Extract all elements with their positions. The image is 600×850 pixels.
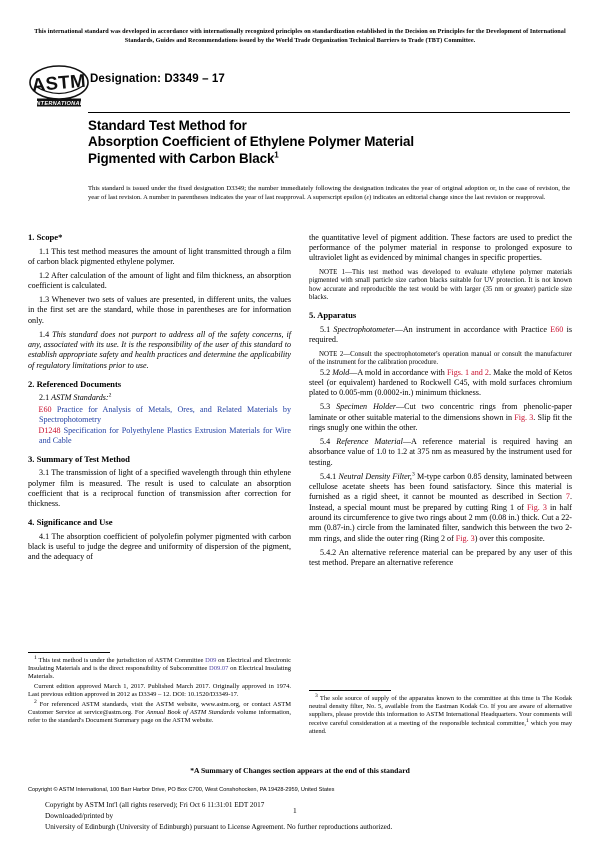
designation-label: Designation: D3349 – 17 bbox=[90, 73, 225, 85]
footnotes-left bbox=[28, 652, 291, 726]
section-heading-apparatus: 5. Apparatus bbox=[309, 310, 357, 321]
title-line-3: Pigmented with Carbon Black$^1$ bbox=[88, 150, 279, 166]
footnote-2: $^2$ For referenced ASTM standards, visit the ASTM website, www.astm.org, or contact ASTM Customer Service at service@astm.org. For Annual Book of ASTM Standards volume information, refer to the standard's Document Summary page on the ASTM website. bbox=[28, 698, 292, 725]
paragraph-5-1: 5.1 Spectrophotometer—An instrument in accordance with Practice E60 is required. bbox=[309, 324, 572, 345]
svg-text:INTERNATIONAL: INTERNATIONAL bbox=[34, 101, 84, 107]
wto-banner: This international standard was developed in accordance with internationally recognized principles on standardization established in the Decision on Principles for the Development of International Standards, Guides and Recommendations issued by the World Trade Organization Technical Barriers to Trade (TBT) Committee. bbox=[34, 28, 566, 44]
footnote-3: $^3$ The sole source of supply of the apparatus known to the committee at this time is The Kodak neutral density filter, No. 5, available from the Eastman Kodak Co. If you are aware of alternative suppliers, please provide this information to ASTM International Headquarters. Your comments will receive careful consideration at a meeting of the responsible technical committee,$^1$ which you may attend. bbox=[309, 692, 572, 735]
link-fig-3-ring2[interactable]: Fig. 3 bbox=[455, 533, 475, 543]
paragraph-1-2: 1.2 After calculation of the amount of light and film thickness, an absorption coefficient is calculated. bbox=[28, 270, 291, 291]
paragraph-1-1: 1.1 This test method measures the amount of light transmitted through a film of carbon black pigmented ethylene polymer. bbox=[28, 246, 291, 266]
section-heading-referenced-documents: 2. Referenced Documents bbox=[28, 378, 122, 389]
link-d0907[interactable]: D09.07 bbox=[209, 664, 229, 672]
link-e60[interactable]: E60 bbox=[38, 404, 52, 414]
summary-of-changes-note: *A Summary of Changes section appears at the end of this standard bbox=[190, 766, 410, 775]
reference-item-e60[interactable]: E60 Practice for Analysis of Metals, Ores, and Related Materials by Spectrophotometry bbox=[38, 404, 291, 425]
footnote-rule-left bbox=[28, 652, 110, 653]
link-figs-1-and-2[interactable]: Figs. 1 and 2 bbox=[446, 367, 489, 377]
header-logo-row bbox=[28, 64, 568, 108]
svg-text:ASTM: ASTM bbox=[30, 69, 87, 96]
paragraph-2-1: 2.1 ASTM Standards:$^2$ bbox=[39, 392, 112, 403]
section-heading-scope: 1. Scope* bbox=[28, 232, 63, 242]
license-line-3: University of Edinburgh (University of Edinburgh) pursuant to License Agreement. No further reproductions authorized. bbox=[45, 823, 393, 832]
footnotes-right bbox=[309, 690, 572, 736]
link-e60-practice[interactable]: E60 bbox=[550, 324, 564, 334]
paragraph-5-4-2: 5.4.2 An alternative reference material can be prepared by any user of this test method. Prepare an alternative reference bbox=[309, 547, 572, 567]
right-column bbox=[309, 232, 572, 568]
license-line-1: Copyright by ASTM Int'l (all rights reserved); Fri Oct 6 11:31:01 EDT 2017 bbox=[45, 801, 265, 809]
paragraph-4-1-continued: the quantitative level of pigment addition. These factors are used to predict the performance of the polymer material in response to prolonged exposure to ultraviolet light as evidenced by minimal changes in specific properties. bbox=[309, 232, 572, 263]
title-line-2: Absorption Coefficient of Ethylene Polymer Material bbox=[88, 134, 414, 150]
note-2: NOTE 2—Consult the spectrophotometer's operation manual or consult the manufacturer of the instrument for the calibration procedure. bbox=[309, 350, 572, 367]
link-fig-3[interactable]: Fig. 3 bbox=[514, 412, 534, 422]
reference-item-d1248[interactable]: D1248 Specification for Polyethylene Plastics Extrusion Materials for Wire and Cable bbox=[38, 425, 291, 445]
title-footnote-marker: 1 bbox=[274, 150, 279, 160]
page-number: 1 bbox=[293, 806, 297, 815]
section-heading-summary: 3. Summary of Test Method bbox=[28, 453, 130, 464]
paragraph-1-4: 1.4 This standard does not purport to address all of the safety concerns, if any, associated with its use. It is the responsibility of the user of this standard to establish appropriate safety and health practices and determine the applicability of regulatory limitations prior to use. bbox=[28, 329, 291, 370]
note-1: NOTE 1—This test method was developed to evaluate ethylene polymer materials pigmented with small particle size carbon blacks suitable for UV protection. It is not known how accurate and reproducible the test would be with larger (35 nm or greater) particle size blacks. bbox=[309, 268, 572, 302]
license-line-2: Downloaded/printed by bbox=[45, 812, 114, 821]
left-column bbox=[28, 232, 291, 563]
link-section-7[interactable]: 7 bbox=[565, 492, 570, 502]
footnote-rule-right bbox=[309, 690, 391, 691]
title-line-1: Standard Test Method for bbox=[88, 118, 247, 133]
paragraph-3-1: 3.1 The transmission of light of a specified wavelength through thin ethylene polymer film is measured. The result is used to calculate an absorption coefficient that is a reciprocal function of transmission after correction for thickness. bbox=[28, 468, 291, 509]
astm-logo-icon bbox=[28, 64, 90, 108]
paragraph-5-4: 5.4 Reference Material—A reference material is required having an absorbance value of 1.0 to 1.2 at 375 nm as measured by the instrument used for testing. bbox=[309, 437, 572, 467]
paragraph-4-1: 4.1 The absorption coefficient of polyolefin polymer pigmented with carbon black is useful to judge the degree and uniformity of dispersion of the pigment, and the adequacy of bbox=[28, 531, 291, 562]
paragraph-5-3: 5.3 Specimen Holder—Cut two concentric rings from phenolic-paper laminate or other suitable material to the dimensions shown in Fig. 3. Slip fit the rings snugly one within the other. bbox=[309, 402, 572, 433]
page-title bbox=[88, 118, 570, 167]
footnote-1: $^1$ This test method is under the jurisdiction of ASTM Committee D09 on Electrical and Electronic Insulating Materials and is the direct responsibility of Subcommittee D09.07 on Electrical Insulating Materials. bbox=[28, 654, 291, 681]
epsilon-symbol: ε bbox=[366, 194, 370, 202]
title-rule bbox=[88, 112, 570, 113]
section-heading-significance: 4. Significance and Use bbox=[28, 517, 113, 528]
link-d09[interactable]: D09 bbox=[205, 656, 217, 664]
copyright-line: Copyright © ASTM International, 100 Barr Harbor Drive, PO Box C700, West Conshohocken, PA 19428-2959, United States bbox=[28, 787, 335, 793]
link-d1248[interactable]: D1248 bbox=[38, 425, 61, 435]
paragraph-1-3: 1.3 Whenever two sets of values are presented, in different units, the values in the first set are the standard, while those in parentheses are for information only. bbox=[28, 295, 291, 325]
issued-under-note: This standard is issued under the fixed designation D3349; the number immediately following the designation indicates the year of original adoption or, in the case of revision, the year of last revision. A number in parentheses indicates the year of last reapproval. A superscript epsilon (ε) indicates an editorial change since the last revision or reapproval. bbox=[88, 185, 570, 202]
footnote-1-edition: Current edition approved March 1, 2017. Published March 2017. Originally approved in 1974. Last previous edition approved in 2012 as D3349 – 12. DOI: 10.1520/D3349-17. bbox=[28, 682, 291, 699]
paragraph-5-4-1: 5.4.1 Neutral Density Filter,$^3$ M-type carbon 0.85 density, laminated between cellulose acetate sheets has been found satisfactory. Since this material is furnished as a rigid sheet, it cannot be mounted as described in Section 7. Instead, a special mount must be prepared by cutting Ring 1 of Fig. 3 in half around its circumference to give two rings about 2 mm (0.08 in.) thick. Cut a 22-mm (0.87-in.) circle from the laminated filter, sandwich this between the two 2-mm rings, and slide the outer ring (Ring 2 of Fig. 3) over this composite. bbox=[309, 470, 572, 543]
link-fig-3-ring1[interactable]: Fig. 3 bbox=[526, 502, 547, 512]
paragraph-5-2: 5.2 Mold—A mold in accordance with Figs. 1 and 2. Make the mold of Ketos steel (or equivalent) hardened to Rockwell C45, with mold surfaces chromium plated to 0.005-mm (0.0002-in.) minimum thickness. bbox=[309, 367, 572, 398]
